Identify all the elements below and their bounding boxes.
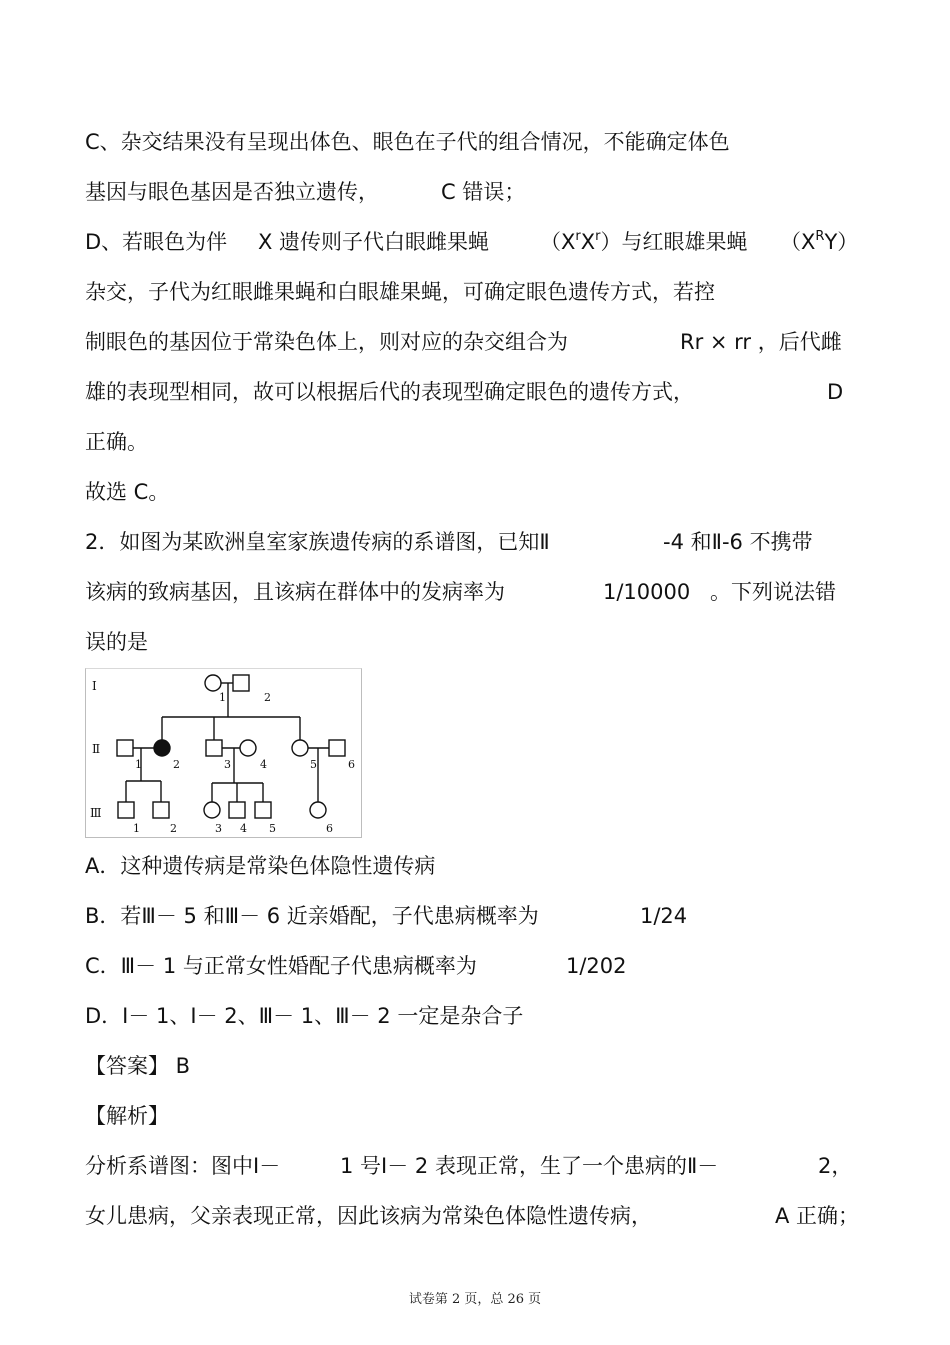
II-5-female bbox=[292, 740, 308, 756]
question-2-line-1: 2．如图为某欧洲皇室家族遗传病的系谱图，已知Ⅱ -4 和Ⅱ-6 不携带 bbox=[85, 530, 813, 554]
analysis-line-2: 女儿患病，父亲表现正常，因此该病为常染色体隐性遗传病， A 正确； bbox=[85, 1204, 860, 1228]
svg-text:1: 1 bbox=[135, 758, 142, 771]
II-2-female-affected bbox=[154, 740, 170, 756]
svg-text:4: 4 bbox=[240, 822, 247, 835]
III-4-male bbox=[229, 802, 245, 818]
text-line-4: 杂交，子代为红眼雌果蝇和白眼雄果蝇，可确定眼色遗传方式，若控 bbox=[85, 280, 715, 304]
text-line-2: 基因与眼色基因是否独立遗传， C 错误； bbox=[85, 180, 526, 204]
III-2-male bbox=[153, 802, 169, 818]
text-line-6: 雄的表现型相同，故可以根据后代的表现型确定眼色的遗传方式， D bbox=[85, 380, 844, 404]
II-1-male bbox=[117, 740, 133, 756]
II-3-male bbox=[206, 740, 222, 756]
svg-text:1: 1 bbox=[219, 691, 226, 704]
gen-label-1: Ⅰ bbox=[92, 679, 97, 693]
III-1-male bbox=[118, 802, 134, 818]
page-footer: 试卷第 2 页，总 26 页 bbox=[408, 1292, 542, 1307]
svg-text:6: 6 bbox=[348, 758, 355, 771]
svg-text:4: 4 bbox=[260, 758, 267, 771]
pedigree-chart bbox=[85, 668, 362, 838]
II-6-male bbox=[329, 740, 345, 756]
svg-text:5: 5 bbox=[269, 822, 276, 835]
svg-text:3: 3 bbox=[215, 822, 222, 835]
svg-text:2: 2 bbox=[264, 691, 271, 704]
answer-line: 【答案】 B bbox=[85, 1054, 191, 1078]
svg-text:1: 1 bbox=[133, 822, 140, 835]
text-line-3: D、若眼色为伴 X 遗传则子代白眼雌果蝇 $(X^rX^r)$与红眼雄果蝇 $(X^RY)$ bbox=[85, 229, 859, 254]
svg-text:6: 6 bbox=[326, 822, 333, 835]
III-6-female bbox=[310, 802, 326, 818]
III-3-female bbox=[204, 802, 220, 818]
I-2-male bbox=[233, 675, 249, 691]
I-1-female bbox=[205, 675, 221, 691]
svg-text:5: 5 bbox=[310, 758, 317, 771]
genotype-XRY: $(X^RY)$ bbox=[780, 229, 859, 254]
text-line-7: 正确。 bbox=[85, 430, 148, 454]
option-b: B．若Ⅲ－ 5 和Ⅲ－ 6 近亲婚配，子代患病概率为 1/24 bbox=[85, 904, 688, 928]
option-a: A．这种遗传病是常染色体隐性遗传病 bbox=[85, 854, 436, 878]
text-line-8: 故选 C。 bbox=[85, 480, 170, 504]
svg-text:2: 2 bbox=[170, 822, 177, 835]
question-2-line-2: 该病的致病基因，且该病在群体中的发病率为 1/10000 。下列说法错 bbox=[85, 580, 836, 604]
svg-text:2: 2 bbox=[173, 758, 180, 771]
svg-text:3: 3 bbox=[224, 758, 231, 771]
text-line-5: 制眼色的基因位于常染色体上，则对应的杂交组合为 Rr × rr ，后代雌 bbox=[85, 330, 842, 354]
pedigree-svg bbox=[86, 669, 361, 837]
analysis-line-1: 分析系谱图：图中Ⅰ－ 1 号Ⅰ－ 2 表现正常，生了一个患病的Ⅱ－ 2， bbox=[85, 1154, 853, 1178]
text-line-1: C、杂交结果没有呈现出体色、眼色在子代的组合情况，不能确定体色 bbox=[85, 130, 730, 154]
analysis-heading: 【解析】 bbox=[85, 1104, 169, 1128]
option-c: C．Ⅲ－ 1 与正常女性婚配子代患病概率为 1/202 bbox=[85, 954, 627, 978]
II-4-female bbox=[240, 740, 256, 756]
question-2-line-3: 误的是 bbox=[85, 630, 148, 654]
option-d: D．Ⅰ－ 1、Ⅰ－ 2、Ⅲ－ 1、Ⅲ－ 2 一定是杂合子 bbox=[85, 1004, 524, 1028]
genotype-XrXr: $(X^rX^r)$与红眼雄果蝇 bbox=[540, 229, 748, 254]
III-5-male bbox=[255, 802, 271, 818]
gen-label-2: Ⅱ bbox=[92, 742, 101, 756]
gen-label-3: Ⅲ bbox=[90, 806, 102, 820]
